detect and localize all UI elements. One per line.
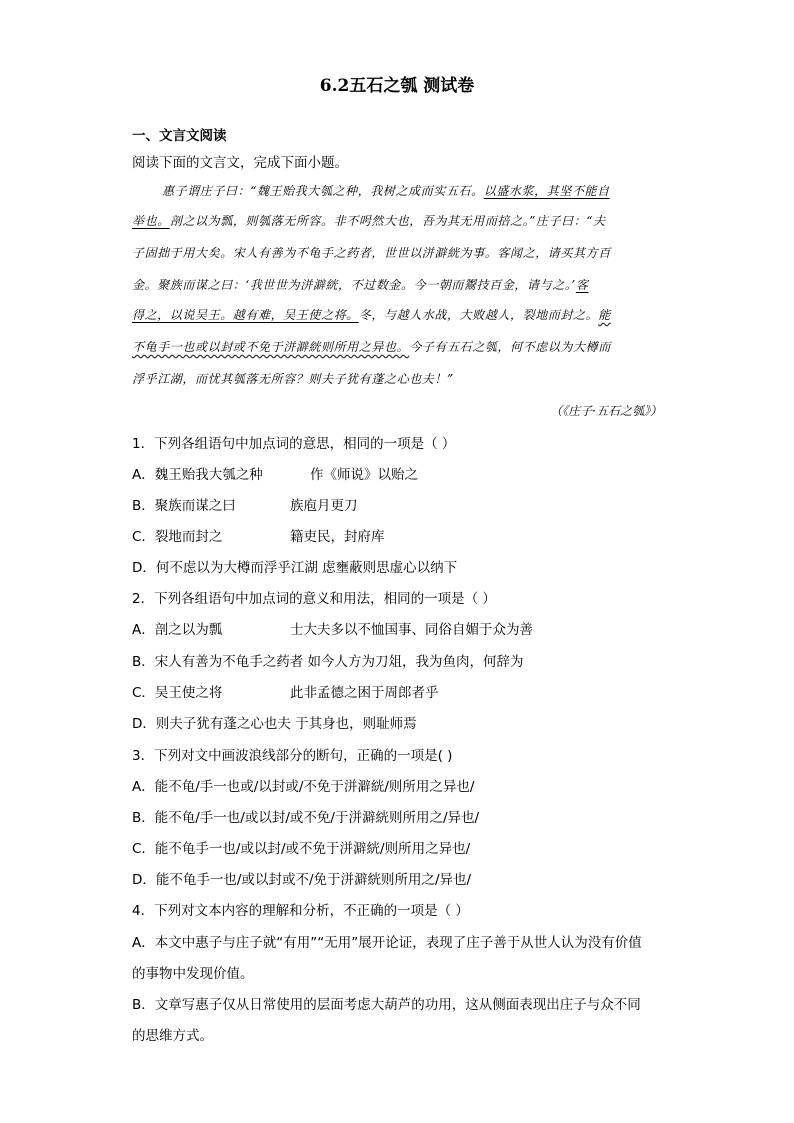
passage-text: 冬，与越人水战，大败越人，裂地而封之。	[358, 308, 599, 322]
question-stem: 2．下列各组语句中加点词的意义和用法，相同的一项是（ ）	[132, 591, 496, 607]
option-b: B．能不龟/手一也/或以封/或不免/于洴澼絖则所用之/异也/	[132, 810, 480, 826]
wavy-underlined-text: 能	[598, 308, 611, 322]
option-compare-text: 此非孟德之困于周郎者乎	[290, 685, 439, 701]
question-stem: 3．下列对文中画波浪线部分的断句，正确的一项是( )	[132, 748, 453, 764]
option-a: A．能不龟/手一也或/以封或/不免于洴澼絖/则所用之异也/	[132, 779, 475, 795]
option-b: B．宋人有善为不龟手之药者 如今人方为刀俎，我为鱼肉，何辞为	[132, 654, 524, 670]
passage-line: 子固拙于用大矣。宋人有善为不龟手之药者，世世以洴澼絖为事。客闻之，请买其方百	[132, 246, 611, 260]
question-stem: 4．下列对文本内容的理解和分析，不正确的一项是（ ）	[132, 903, 469, 919]
passage-text: 金。聚族而谋之曰：‘我世世为洴澼絖，不过数金。今一朝而鬻技百金，请与之。’	[132, 278, 576, 292]
option-a	[132, 618, 533, 638]
underlined-sentence: 得之，以说吴王。越有难，吴王使之将。	[132, 308, 359, 322]
passage-text: 今子有五石之瓠，何不虑以为大樽而	[409, 340, 611, 354]
underlined-sentence: 举也。	[132, 214, 170, 228]
passage-line	[132, 182, 692, 199]
option-c: C．能不龟手一也/或以封/或不免于洴澼絖/则所用之异也/	[132, 841, 471, 857]
option-b	[132, 494, 358, 514]
option-compare-text: 籍吏民，封府库	[290, 529, 385, 545]
passage-line: 浮乎江湖，而忧其瓠落无所容？则夫子犹有蓬之心也夫！”	[132, 372, 454, 386]
passage-text: 惠子谓庄子曰：“魏王贻我大瓠之种，我树之成而实五石。	[162, 184, 484, 198]
option-d: D．则夫子犹有蓬之心也夫 于其身也，则耻师焉	[132, 716, 417, 732]
option-compare-text: 作《师说》以贻之	[310, 467, 418, 483]
option-text: C．裂地而封之	[132, 529, 223, 545]
option-b: B．文章写惠子仅从日常使用的层面考虑大葫芦的功用，这从侧面表现出庄子与众不同	[132, 997, 641, 1013]
passage-source: （《庄子·五石之瓠》）	[550, 404, 662, 418]
option-c	[132, 525, 385, 545]
question-stem: 1．下列各组语句中加点词的意思，相同的一项是（ ）	[132, 436, 456, 452]
option-compare-text: 族庖月更刀	[290, 498, 358, 514]
option-text: C．吴王使之将	[132, 685, 223, 701]
option-text: A．魏王贻我大瓠之种	[132, 467, 263, 483]
passage-line	[132, 338, 662, 355]
instruction-text: 阅读下面的文言文，完成下面小题。	[132, 155, 348, 171]
option-compare-text: 士大夫多以不恤国事、同俗自媚于众为善	[290, 622, 533, 638]
option-a	[132, 463, 418, 483]
option-a: A．本文中惠子与庄子就“有用”“无用”展开论证，表现了庄子善于从世人认为没有价值	[132, 935, 642, 951]
option-d: D．何不虑以为大樽而浮乎江湖 虑壅蔽则思虚心以纳下	[132, 560, 458, 576]
option-b-continued: 的思维方式。	[132, 1028, 213, 1044]
page-title: 6.2五石之瓠 测试卷	[319, 76, 475, 96]
passage-text: 剖之以为瓢，则瓠落无所容。非不呺然大也，吾为其无用而掊之。”庄子曰：“夫	[169, 214, 606, 228]
passage-line	[132, 276, 662, 293]
option-text: B．聚族而谋之曰	[132, 498, 236, 514]
option-c	[132, 681, 439, 701]
section-heading: 一、文言文阅读	[132, 128, 227, 144]
option-a-continued: 的事物中发现价值。	[132, 966, 254, 982]
wavy-underlined-text: 不龟手一也或以封或不免于洴澼絖则所用之异也。	[132, 340, 410, 354]
passage-line	[132, 212, 662, 229]
underlined-sentence: 客	[575, 278, 589, 292]
underlined-sentence: 以盛水浆，其坚不能自	[483, 184, 610, 198]
passage-line	[132, 306, 662, 323]
option-text: A．剖之以为瓢	[132, 622, 223, 638]
option-d: D．能不龟手一也/或以封或不/免于洴澼絖则所用之/异也/	[132, 872, 472, 888]
